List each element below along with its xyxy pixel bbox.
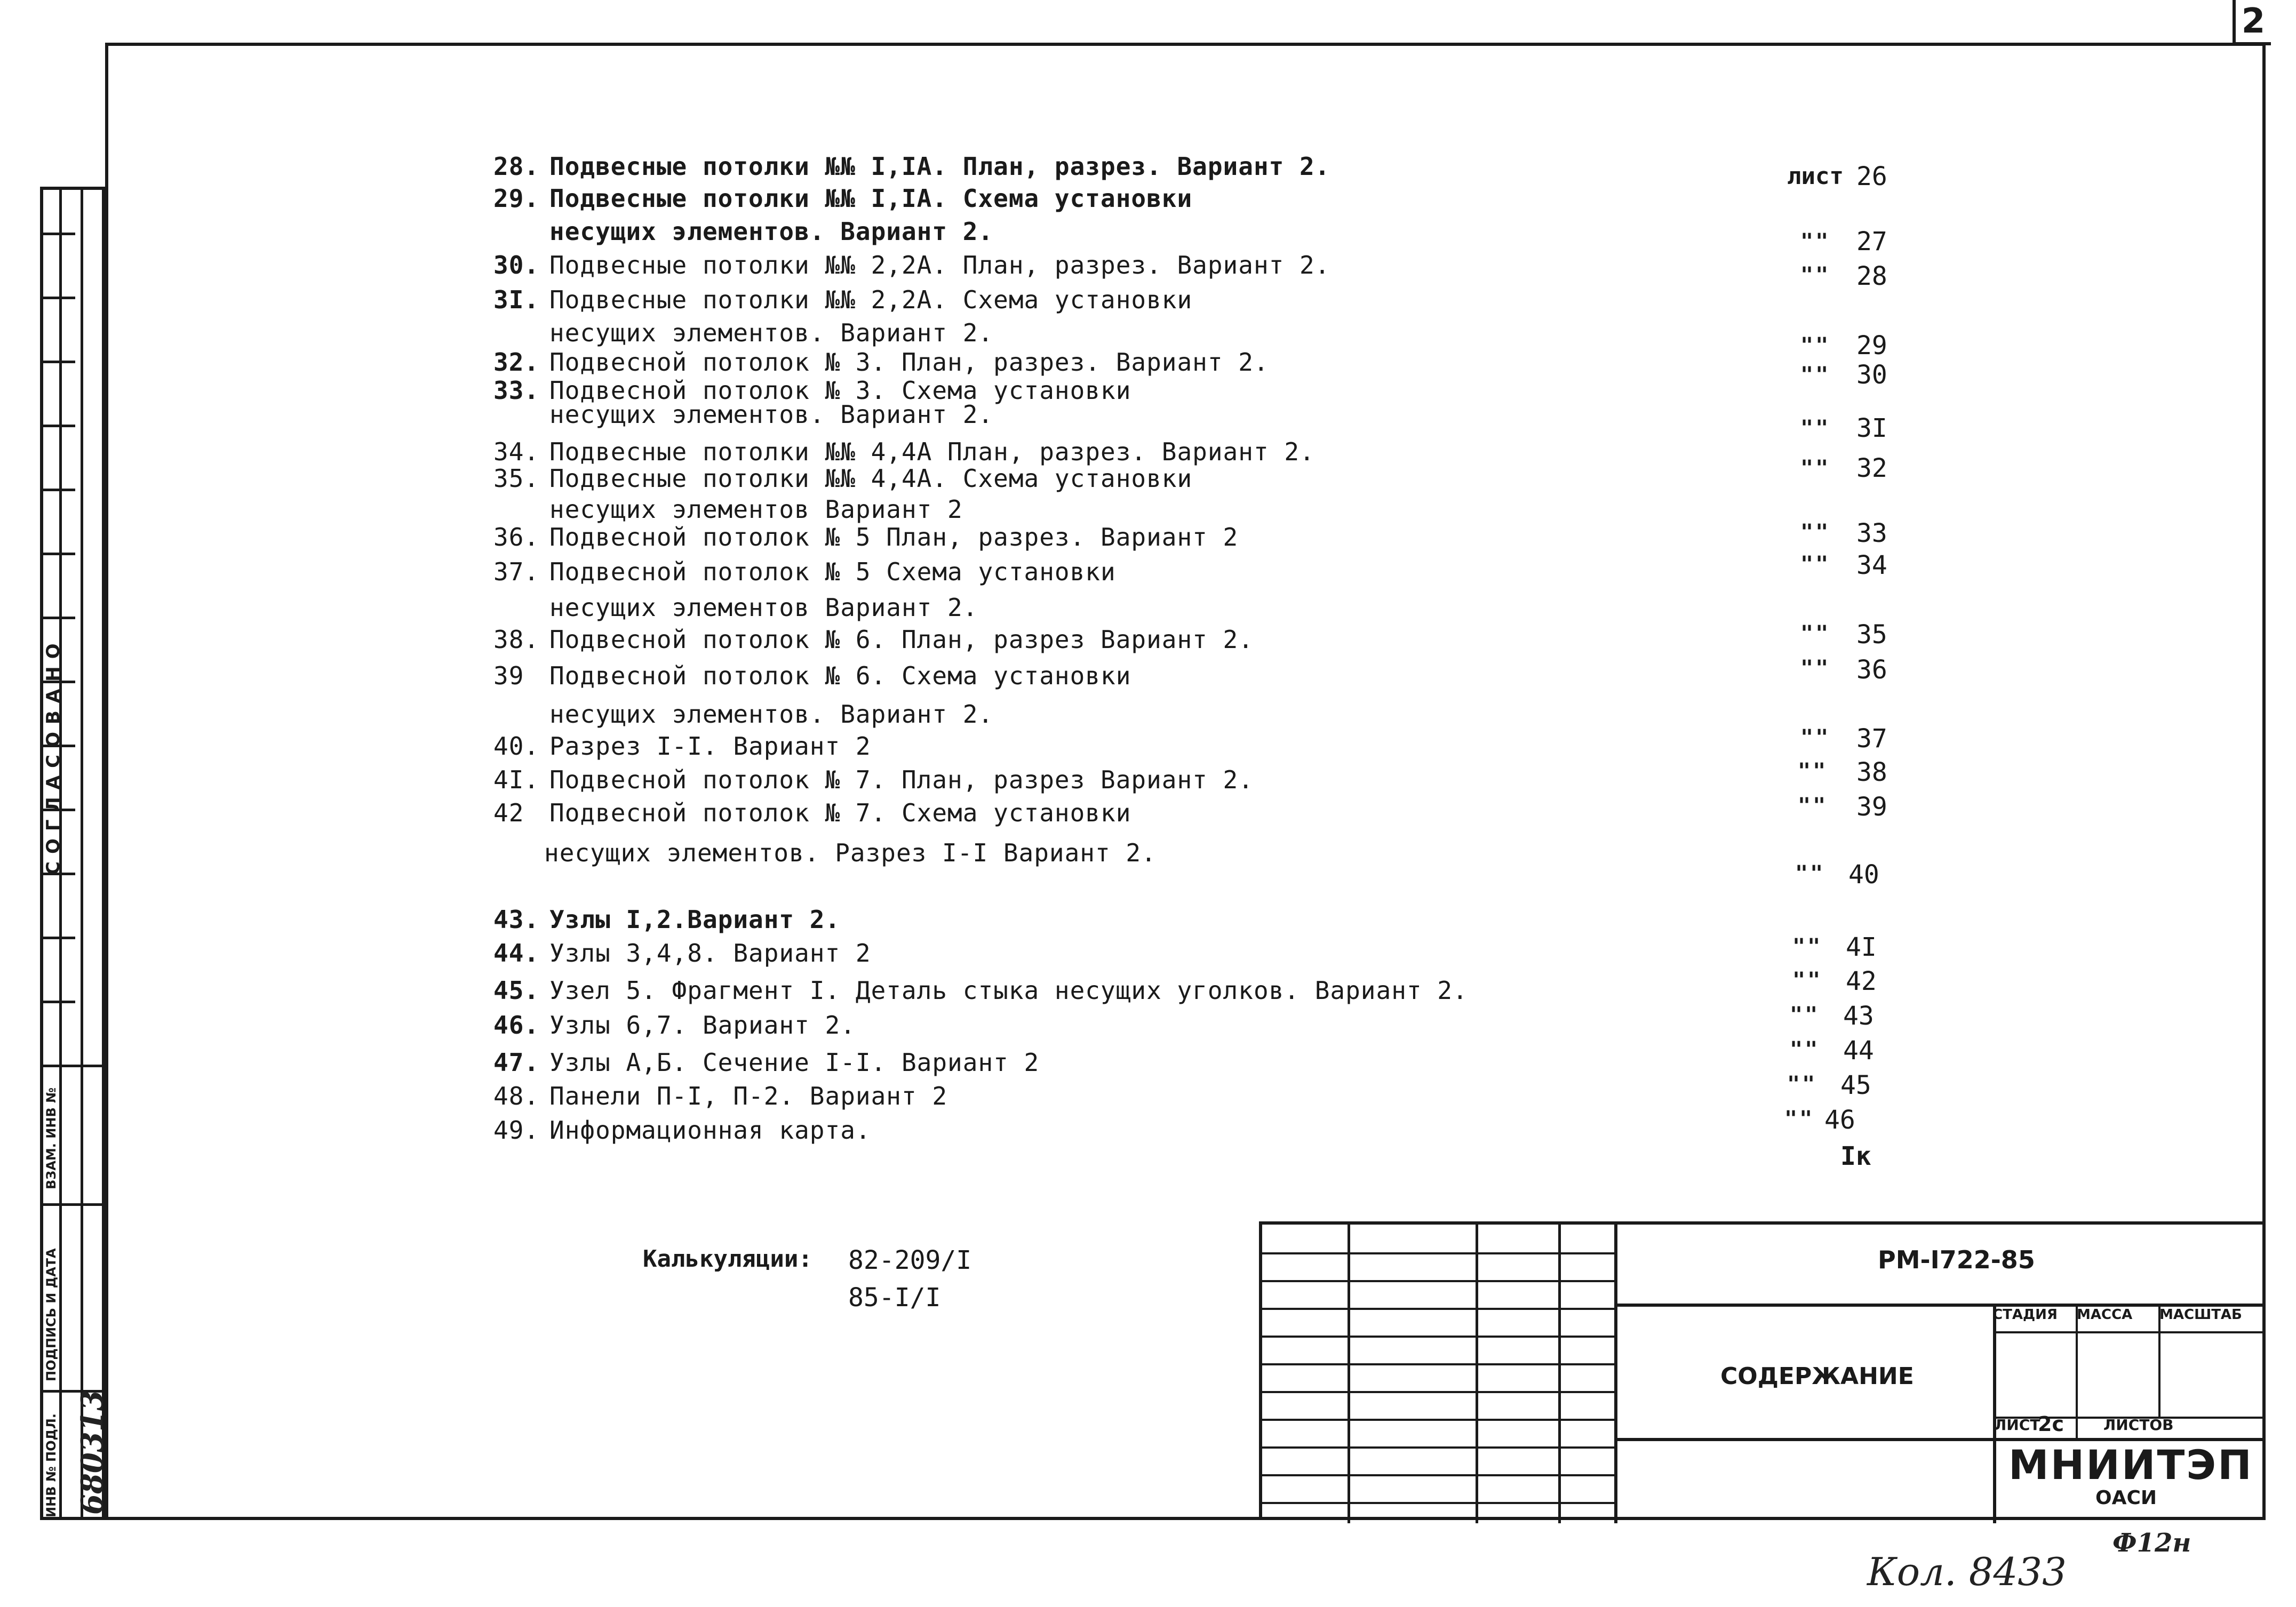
toc-item-42-cont: несущих элементов. Разрез I-I Вариант 2.	[544, 838, 1157, 867]
organization-sub: ОАСИ	[2095, 1487, 2157, 1509]
calculations-value-1: 82-209/I	[848, 1245, 972, 1275]
signature-date-label: ПОДПИСЬ И ДАТА	[44, 1248, 59, 1381]
toc-item-39-cont: несущих элементов. Вариант 2.	[549, 700, 994, 729]
replace-inv-label: ВЗАМ. ИНВ №	[44, 1088, 59, 1189]
toc-item-35-cont: несущих элементов Вариант 2	[549, 495, 963, 524]
toc-item-42: 42 Подвесной потолок № 7. Схема установки	[493, 798, 1131, 827]
sheet-number: 2	[2233, 0, 2271, 45]
toc-item-31: 3I. Подвесные потолки №№ 2,2А. Схема установки	[493, 285, 1193, 314]
scale-label: МАСШТАБ	[2159, 1307, 2242, 1323]
toc-item-37: 37. Подвесной потолок № 5 Схема установки	[493, 557, 1116, 586]
page-number: 29	[1856, 331, 1887, 361]
toc-item-43: 43. Узлы I,2.Вариант 2.	[493, 905, 841, 934]
ditto-mark: ""	[1800, 263, 1831, 287]
toc-item-37-cont: несущих элементов Вариант 2.	[549, 593, 978, 622]
toc-item-30: 30. Подвесные потолки №№ 2,2А. План, разрез. Вариант 2.	[493, 251, 1330, 279]
document-title: СОДЕРЖАНИЕ	[1720, 1363, 1914, 1390]
ditto-mark: ""	[1800, 725, 1831, 750]
document-code: РМ-I722-85	[1878, 1245, 2035, 1274]
toc-item-28: 28. Подвесные потолки №№ I,IA. План, разрез. Вариант 2.	[493, 152, 1330, 181]
page-number: 32	[1856, 453, 1887, 483]
organization-name: МНИИТЭП	[2008, 1441, 2253, 1489]
page-number: 27	[1856, 227, 1887, 257]
ditto-mark: ""	[1800, 416, 1831, 441]
stage-label: СТАДИЯ	[1992, 1307, 2058, 1323]
toc-item-44: 44. Узлы 3,4,8. Вариант 2	[493, 939, 871, 968]
sheet-value: 2с	[2038, 1412, 2064, 1436]
inventory-number: 680313	[75, 1390, 110, 1515]
page-number: 35	[1856, 620, 1887, 650]
ditto-mark: ""	[1800, 552, 1831, 577]
page-number: Iк	[1840, 1141, 1871, 1171]
page-number: 37	[1856, 724, 1887, 754]
ditto-mark: ""	[1787, 1072, 1817, 1097]
format-label: Ф12н	[2112, 1528, 2191, 1558]
ditto-mark: ""	[1800, 456, 1831, 481]
ditto-mark: ""	[1784, 1107, 1815, 1131]
toc-item-34: 34. Подвесные потолки №№ 4,4А План, разрез. Вариант 2.	[493, 437, 1315, 466]
original-inv-label: ИНВ № ПОДЛ.	[44, 1413, 59, 1517]
page-number: 34	[1856, 550, 1887, 580]
ditto-mark: ""	[1800, 520, 1831, 545]
ditto-mark: ""	[1800, 621, 1831, 646]
page-number: 30	[1856, 360, 1887, 390]
page-number: 42	[1846, 966, 1877, 996]
page-number: 40	[1848, 860, 1879, 890]
page-number: 44	[1843, 1036, 1874, 1066]
toc-item-46: 46. Узлы 6,7. Вариант 2.	[493, 1011, 856, 1040]
page-number: 36	[1856, 655, 1887, 685]
page-number: 26	[1856, 162, 1887, 191]
toc-item-29: 29. Подвесные потолки №№ I,IA. Схема установки	[493, 184, 1193, 213]
ditto-mark: ""	[1792, 934, 1823, 959]
toc-item-35: 35. Подвесные потолки №№ 4,4А. Схема установки	[493, 464, 1193, 493]
ditto-mark: ""	[1800, 363, 1831, 387]
toc-item-33: 33. Подвесной потолок № 3. Схема установки	[493, 376, 1131, 405]
ditto-mark: ""	[1795, 861, 1825, 886]
ditto-mark: ""	[1792, 968, 1823, 993]
mass-label: МАССА	[2077, 1307, 2133, 1323]
toc-item-39: 39 Подвесной потолок № 6. Схема установки	[493, 661, 1131, 690]
ditto-mark: ""	[1800, 333, 1831, 358]
toc-item-48: 48. Панели П-I, П-2. Вариант 2	[493, 1082, 948, 1110]
ditto-mark: ""	[1790, 1003, 1820, 1027]
ditto-mark: ""	[1798, 759, 1828, 783]
toc-item-38: 38. Подвесной потолок № 6. План, разрез Вариант 2.	[493, 625, 1254, 654]
ditto-mark: ""	[1790, 1037, 1820, 1062]
toc-item-41: 4I. Подвесной потолок № 7. План, разрез Вариант 2.	[493, 765, 1254, 794]
toc-item-32: 32. Подвесной потолок № 3. План, разрез. Вариант 2.	[493, 348, 1269, 377]
ditto-mark: ""	[1798, 794, 1828, 818]
handwritten-note: Кол. 8433	[1867, 1549, 2067, 1594]
page-number: 4I	[1846, 932, 1877, 962]
page-number: 43	[1843, 1001, 1874, 1031]
toc-item-36: 36. Подвесной потолок № 5 План, разрез. Вариант 2	[493, 523, 1239, 551]
calculations-value-2: 85-I/I	[848, 1283, 941, 1313]
page-number: 46	[1824, 1105, 1855, 1135]
page-number: 39	[1856, 792, 1887, 822]
calculations-label: Калькуляции:	[643, 1245, 812, 1273]
toc-item-29-cont: несущих элементов. Вариант 2.	[549, 217, 994, 246]
sheets-label: ЛИСТОВ	[2103, 1416, 2174, 1434]
toc-item-31-cont: несущих элементов. Вариант 2.	[549, 318, 994, 347]
toc-item-47: 47. Узлы А,Б. Сечение I-I. Вариант 2	[493, 1048, 1040, 1077]
page-number: 38	[1856, 757, 1887, 787]
page-number: 28	[1856, 261, 1887, 291]
toc-item-40: 40. Разрез I-I. Вариант 2	[493, 732, 871, 761]
toc-item-33-cont: несущих элементов. Вариант 2.	[549, 400, 994, 429]
page-word: лист	[1787, 163, 1844, 190]
agreed-label: СОГЛАСОВАНО	[43, 636, 64, 875]
page-number: 45	[1840, 1070, 1871, 1100]
ditto-mark: ""	[1800, 229, 1831, 254]
ditto-mark: ""	[1800, 656, 1831, 681]
toc-item-45: 45. Узел 5. Фрагмент I. Деталь стыка несущих уголков. Вариант 2.	[493, 976, 1468, 1005]
toc-item-49: 49. Информационная карта.	[493, 1116, 871, 1145]
sheet-label: ЛИСТ	[1994, 1416, 2040, 1434]
page-number: 33	[1856, 518, 1887, 548]
page-number: 3I	[1856, 413, 1887, 443]
